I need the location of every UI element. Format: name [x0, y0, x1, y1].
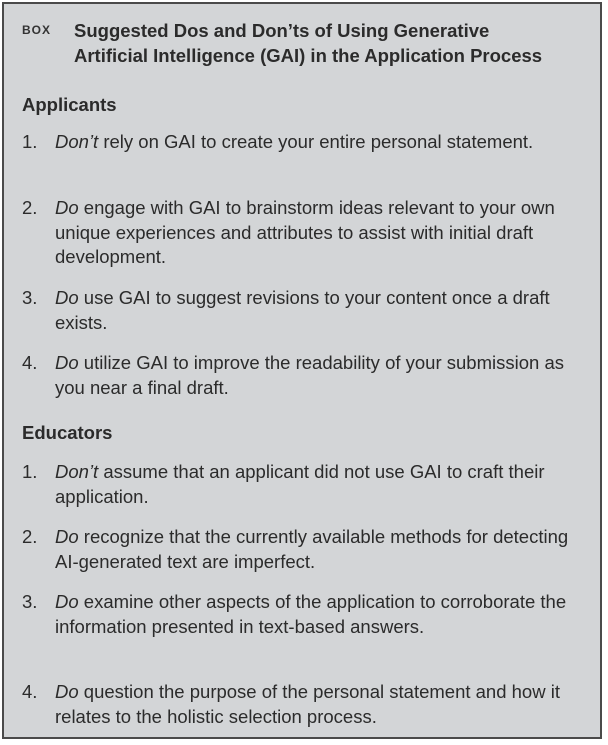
item-lead: Don’t: [55, 131, 99, 152]
educators-heading: Educators: [22, 422, 113, 443]
list-item: [22, 460, 592, 509]
box-label: BOX: [22, 23, 52, 37]
item-text: [55, 460, 592, 509]
list-item: [22, 130, 592, 155]
item-number: 1.: [22, 461, 38, 482]
item-lead: Do: [55, 352, 79, 373]
item-number: 2.: [22, 197, 38, 218]
list-item: [22, 351, 592, 400]
item-text: [55, 680, 592, 729]
list-item: [22, 590, 592, 639]
item-number: 4.: [22, 681, 38, 702]
item-text: [55, 196, 592, 270]
box-header: [22, 18, 592, 68]
item-lead: Do: [55, 526, 79, 547]
item-number: 1.: [22, 131, 38, 152]
box-title-line-2: Artificial Intelligence (GAI) in the Application Process: [74, 45, 543, 66]
list-item: [22, 525, 592, 574]
item-text: [55, 590, 592, 639]
item-body: recognize that the currently available methods for detecting AI-generated text are imperfect.: [55, 526, 569, 572]
item-lead: Do: [55, 681, 79, 702]
item-lead: Do: [55, 287, 79, 308]
item-lead: Do: [55, 591, 79, 612]
item-number: 3.: [22, 591, 38, 612]
list-item: [22, 680, 592, 729]
item-body: utilize GAI to improve the readability of your submission as you near a final draft.: [55, 352, 564, 398]
item-body: examine other aspects of the application to corroborate the information presented in text-based answers.: [55, 591, 567, 637]
item-body: engage with GAI to brainstorm ideas relevant to your own unique experiences and attributes to assist with initial draft development.: [55, 197, 555, 267]
item-body: assume that an applicant did not use GAI to craft their application.: [55, 461, 545, 507]
box-title: [74, 18, 542, 68]
item-number: 4.: [22, 352, 38, 373]
box-title-line-1: Suggested Dos and Don’ts of Using Generative: [74, 20, 490, 41]
item-number: 3.: [22, 287, 38, 308]
item-text: [55, 351, 592, 400]
item-body: question the purpose of the personal statement and how it relates to the holistic selection process.: [55, 681, 560, 727]
dos-donts-box: [2, 2, 602, 739]
item-body: use GAI to suggest revisions to your content once a draft exists.: [55, 287, 550, 333]
item-lead: Do: [55, 197, 79, 218]
item-text: [55, 525, 592, 574]
list-item: [22, 286, 592, 335]
item-lead: Don’t: [55, 461, 99, 482]
item-text: [55, 286, 592, 335]
list-item: [22, 196, 592, 270]
applicants-heading: Applicants: [22, 94, 117, 115]
item-body: rely on GAI to create your entire personal statement.: [98, 131, 534, 152]
item-number: 2.: [22, 526, 38, 547]
item-text: [55, 130, 533, 155]
